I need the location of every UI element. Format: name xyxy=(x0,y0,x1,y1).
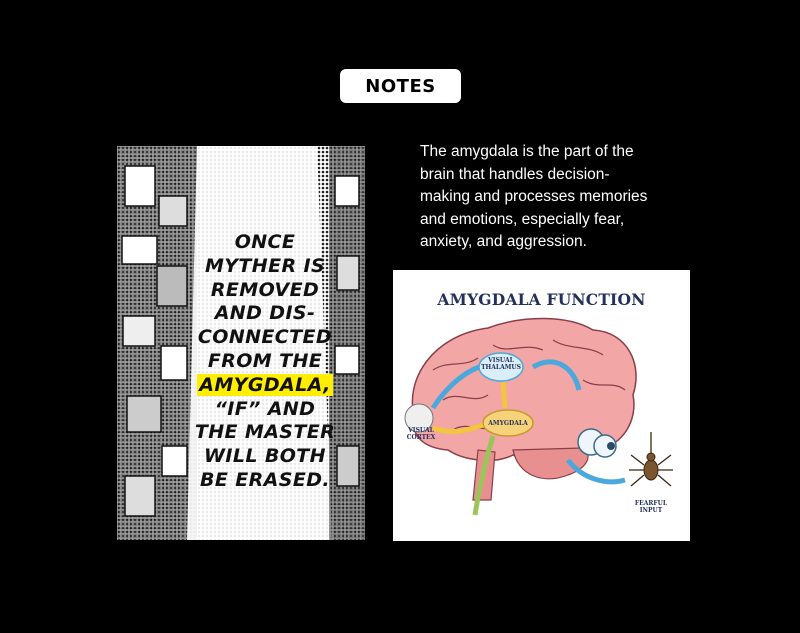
diagram-title: AMYGDALA FUNCTION xyxy=(437,290,646,309)
description-line: making and processes memories xyxy=(420,188,648,205)
manga-line: REMOVED xyxy=(210,278,320,301)
manga-line: CONNECTED xyxy=(197,326,333,349)
input-label: FEARFUL INPUT xyxy=(634,500,668,514)
highlighted-word: AMYGDALA, xyxy=(199,373,331,396)
thalamus-label: VISUAL THALAMUS xyxy=(481,357,521,371)
manga-line: BE ERASED. xyxy=(199,468,331,491)
amygdala-diagram xyxy=(393,270,690,541)
manga-line: AND DIS- xyxy=(214,302,316,325)
description-line: The amygdala is the part of the xyxy=(420,143,634,160)
amygdala-label: AMYGDALA xyxy=(488,420,528,427)
cortex-label: VISUAL CORTEX xyxy=(406,427,436,441)
manga-speech-text xyxy=(190,231,340,493)
manga-line: FROM THE xyxy=(207,349,323,372)
manga-line: WILL BOTH xyxy=(204,445,326,468)
description-line: anxiety, and aggression. xyxy=(420,233,587,250)
manga-line: MYTHER IS xyxy=(204,254,326,277)
manga-line: THE MASTER xyxy=(194,421,336,444)
spider-icon xyxy=(629,432,673,486)
notes-badge: NOTES xyxy=(340,69,461,103)
manga-line-highlight-wrap xyxy=(190,374,340,398)
manga-line: “IF” AND xyxy=(214,397,316,420)
manga-line: ONCE xyxy=(234,231,296,253)
description-line: and emotions, especially fear, xyxy=(420,210,625,228)
description-line: brain that handles decision- xyxy=(420,165,610,183)
description-text xyxy=(420,141,680,254)
